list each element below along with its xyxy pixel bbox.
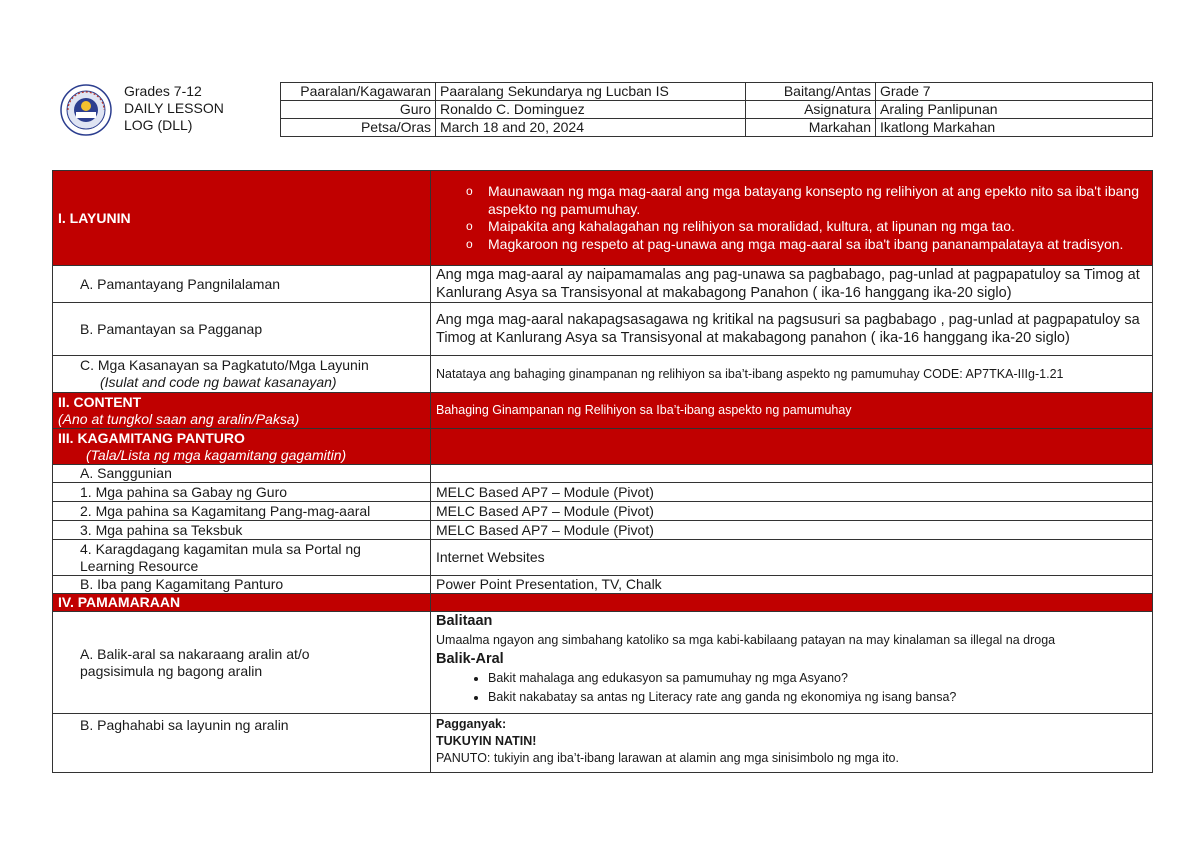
title-line-2: DAILY LESSON <box>124 100 224 116</box>
panuto-text: tukiyin ang iba’t-ibang larawan at alamin ang mga sinisimbolo ng mga ito. <box>490 751 899 765</box>
layunin-objectives <box>431 171 1153 266</box>
title-line-3: LOG (DLL) <box>124 117 193 133</box>
row-layunin <box>53 171 1153 266</box>
objective-item: o Maunawaan ng mga mag-aaral ang mga batayang konsepto ng relihiyon at ang epekto nito sa iba't ibang aspekto ng pamumuhay. <box>488 183 1147 218</box>
row-kasanayan <box>53 356 1153 393</box>
row-kagamitang-mag-aaral <box>53 502 1153 521</box>
panuto-line <box>436 750 1147 767</box>
content-value: Bahaging Ginampanan ng Relihiyon sa Iba’t-ibang aspekto ng pamumuhay <box>431 393 1153 429</box>
row-pamantayang-pangnilalaman <box>53 266 1153 303</box>
content-label-cell <box>53 393 431 429</box>
value-date: March 18 and 20, 2024 <box>436 119 746 137</box>
value-school: Paaralang Sekundarya ng Lucban IS <box>436 83 746 101</box>
teksbuk-label: 3. Mga pahina sa Teksbuk <box>53 521 431 540</box>
pagganyak-heading: Pagganyak: <box>436 717 507 731</box>
sanggunian-value <box>431 465 1153 483</box>
teksbuk-value: MELC Based AP7 – Module (Pivot) <box>431 521 1153 540</box>
content-label: II. CONTENT <box>58 393 142 410</box>
kagamitan-label-cell <box>53 429 431 465</box>
row-pamamaraan <box>53 594 1153 612</box>
kasanayan-sublabel: (Isulat and code ng bawat kasanayan) <box>100 374 337 390</box>
pamantayan-pagganap-label: B. Pamantayan sa Pagganap <box>53 303 431 356</box>
row-gabay-guro <box>53 483 1153 502</box>
panuto-label: PANUTO: <box>436 751 491 765</box>
kagamitan-label: III. KAGAMITANG PANTURO <box>58 429 245 446</box>
label-school: Paaralan/Kagawaran <box>281 83 436 101</box>
row-teksbuk <box>53 521 1153 540</box>
title-line-1: Grades 7-12 <box>124 83 202 99</box>
deped-seal-icon <box>60 84 112 136</box>
row-balik-aral <box>53 612 1153 714</box>
header-row-school <box>281 83 1153 101</box>
kasanayan-label-cell <box>53 356 431 393</box>
kasanayan-value: Natataya ang bahaging ginampanan ng relihiyon sa iba’t-ibang aspekto ng pamumuhay CODE: AP7TKA-IIIg-1.21 <box>431 356 1153 393</box>
pamantayang-pangnilalaman-label: A. Pamantayang Pangnilalaman <box>53 266 431 303</box>
pamantayang-pangnilalaman-value: Ang mga mag-aaral ay naipamamalas ang pag-unawa sa pagbabago, pag-unlad at pagpapatuloy sa Timog at Kanlurang Asya sa Transisyonal at makabagong Panahon ( ika-16 hanggang ika-20 siglo) <box>431 266 1153 303</box>
content-sublabel: (Ano at tungkol saan ang aralin/Paksa) <box>58 410 300 427</box>
kagamitang-mag-aaral-label: 2. Mga pahina sa Kagamitang Pang-mag-aaral <box>53 502 431 521</box>
paghahabi-label: B. Paghahabi sa layunin ng aralin <box>53 714 431 773</box>
row-paghahabi <box>53 714 1153 773</box>
header-info-table <box>280 82 1153 137</box>
row-iba-pang-kagamitan <box>53 576 1153 594</box>
label-date: Petsa/Oras <box>281 119 436 137</box>
value-teacher: Ronaldo C. Dominguez <box>436 101 746 119</box>
kagamitan-value <box>431 429 1153 465</box>
row-pamantayan-pagganap <box>53 303 1153 356</box>
header-row-teacher <box>281 101 1153 119</box>
gabay-guro-label: 1. Mga pahina sa Gabay ng Guro <box>53 483 431 502</box>
paghahabi-content <box>431 714 1153 773</box>
balik-aral-label: A. Balik-aral sa nakaraang aralin at/o pagsisimula ng bagong aralin <box>53 612 431 714</box>
pamantayan-pagganap-value: Ang mga mag-aaral nakapagsasagawa ng kritikal na pagsusuri sa pagbabago , pag-unlad at pagpapatuloy sa Timog at Kanlurang Asya sa Transisyonal at makabagong panahon ( ika-16 hanggang ika-20 siglo) <box>431 303 1153 356</box>
balik-aral-heading: Balik-Aral <box>436 651 504 667</box>
balitaan-heading: Balitaan <box>436 613 493 629</box>
kasanayan-label: C. Mga Kasanayan sa Pagkatuto/Mga Layunin <box>80 357 369 373</box>
lesson-log-table <box>52 170 1153 773</box>
objective-item: o Maipakita ang kahalagahan ng relihiyon sa moralidad, kultura, at lipunan ng mga tao. <box>488 218 1147 236</box>
kagamitan-sublabel: (Tala/Lista ng mga kagamitang gagamitin) <box>86 446 347 463</box>
dll-header <box>54 82 1152 140</box>
value-quarter: Ikatlong Markahan <box>876 119 1153 137</box>
value-grade: Grade 7 <box>876 83 1153 101</box>
pamamaraan-value <box>431 594 1153 612</box>
row-portal <box>53 540 1153 576</box>
portal-label: 4. Karagdagang kagamitan mula sa Portal ng Learning Resource <box>53 540 431 576</box>
iba-pang-kagamitan-value: Power Point Presentation, TV, Chalk <box>431 576 1153 594</box>
row-sanggunian <box>53 465 1153 483</box>
objective-item: o Magkaroon ng respeto at pag-unawa ang mga mag-aaral sa iba't ibang pananampalataya at tradisyon. <box>488 236 1147 254</box>
label-subject: Asignatura <box>746 101 876 119</box>
row-kagamitan <box>53 429 1153 465</box>
sanggunian-label: A. Sanggunian <box>53 465 431 483</box>
label-teacher: Guro <box>281 101 436 119</box>
tukuyin-heading: TUKUYIN NATIN! <box>436 734 537 748</box>
question-item: • Bakit nakabatay sa antas ng Literacy rate ang ganda ng ekonomiya ng isang bansa? <box>488 688 1147 707</box>
question-item: • Bakit mahalaga ang edukasyon sa pamumuhay ng mga Asyano? <box>488 669 1147 688</box>
iba-pang-kagamitan-label: B. Iba pang Kagamitang Panturo <box>53 576 431 594</box>
balik-aral-questions <box>436 669 1147 707</box>
pamamaraan-label: IV. PAMAMARAAN <box>53 594 431 612</box>
label-grade: Baitang/Antas <box>746 83 876 101</box>
balitaan-text: Umaalma ngayon ang simbahang katoliko sa mga kabi-kabilaang patayan na may kinalaman sa illegal na droga <box>436 633 1056 647</box>
layunin-label: I. LAYUNIN <box>53 171 431 266</box>
dll-title <box>124 83 304 134</box>
objective-list <box>436 183 1147 253</box>
value-subject: Araling Panlipunan <box>876 101 1153 119</box>
header-row-date <box>281 119 1153 137</box>
balik-aral-content <box>431 612 1153 714</box>
label-quarter: Markahan <box>746 119 876 137</box>
gabay-guro-value: MELC Based AP7 – Module (Pivot) <box>431 483 1153 502</box>
row-content <box>53 393 1153 429</box>
kagamitang-mag-aaral-value: MELC Based AP7 – Module (Pivot) <box>431 502 1153 521</box>
portal-value: Internet Websites <box>431 540 1153 576</box>
